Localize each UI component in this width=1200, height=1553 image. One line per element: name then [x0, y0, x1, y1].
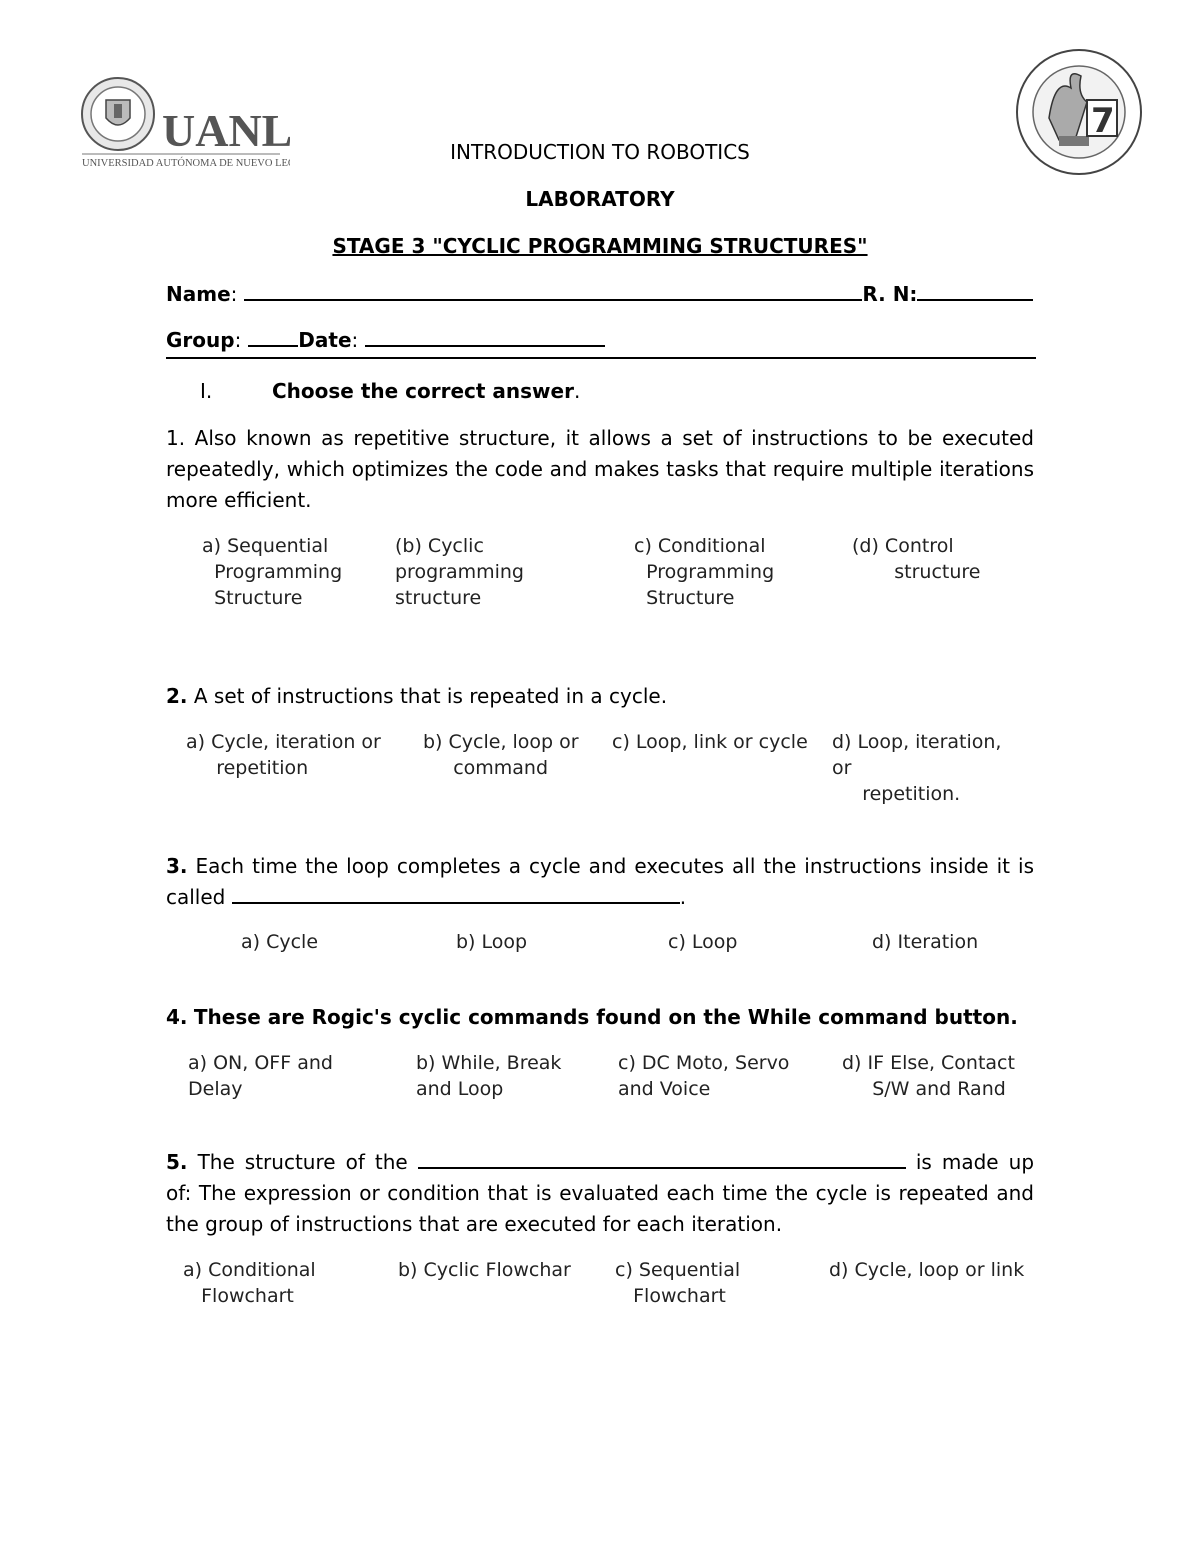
question-5 — [166, 1147, 1034, 1240]
question-2 — [166, 681, 1034, 712]
section-number: I. — [200, 379, 213, 403]
q5-option-d[interactable]: d) Cycle, loop or link — [829, 1259, 1025, 1281]
question-number: 3. — [166, 854, 188, 878]
name-row — [166, 281, 1033, 306]
rn-blank[interactable] — [917, 281, 1033, 301]
group-colon: : — [234, 328, 242, 352]
group-blank[interactable] — [248, 327, 298, 347]
rn-label: R. N: — [862, 282, 918, 306]
header-divider — [166, 357, 1036, 359]
q2-option-b[interactable]: b) Cycle, loop or command — [423, 731, 579, 779]
q1-option-a[interactable]: a) Sequential Programming Structure — [202, 535, 343, 609]
answer-blank[interactable] — [418, 1149, 906, 1169]
question-text: Each time the loop completes a cycle and executes all the instructions inside it is called — [166, 854, 1034, 909]
q2-option-d[interactable]: d) Loop, iteration, or repetition. — [832, 731, 1002, 805]
question-text: A set of instructions that is repeated in a cycle. — [193, 684, 668, 708]
question-4 — [166, 1002, 1034, 1033]
q2-option-a[interactable]: a) Cycle, iteration or repetition — [186, 731, 381, 779]
name-blank[interactable] — [244, 281, 862, 301]
question-number: 2. — [166, 684, 188, 708]
q5-option-a[interactable]: a) Conditional Flowchart — [183, 1259, 316, 1307]
question-text-start: The structure of the — [197, 1150, 408, 1174]
question-number: 4. — [166, 1005, 188, 1029]
group-label: Group — [166, 328, 235, 352]
uanl-logo-text: UANL — [162, 105, 290, 156]
date-label: Date — [298, 328, 352, 352]
q3-option-a[interactable]: a) Cycle — [241, 931, 319, 953]
question-number: 1. — [166, 426, 186, 450]
q1-option-d[interactable]: (d) Control structure — [852, 535, 981, 583]
section-heading — [200, 379, 580, 403]
section-instruction: Choose the correct answer — [272, 379, 574, 403]
q3-option-c[interactable]: c) Loop — [668, 931, 738, 953]
q1-option-b[interactable]: (b) Cyclic programming structure — [395, 535, 524, 609]
question-3 — [166, 851, 1034, 913]
question-period: . — [679, 885, 687, 909]
q4-option-a[interactable]: a) ON, OFF and Delay — [188, 1052, 333, 1100]
stage-title: STAGE 3 "CYCLIC PROGRAMMING STRUCTURES" — [332, 234, 868, 258]
question-text-end: of: The expression or condition that is evaluated each time the cycle is repeated and the group of instructions that are executed for each iteration. — [166, 1181, 1034, 1236]
question-text-mid: is made up — [915, 1150, 1035, 1174]
q2-option-c[interactable]: c) Loop, link or cycle — [612, 731, 808, 753]
question-1 — [166, 423, 1034, 516]
q5-option-c[interactable]: c) Sequential Flowchart — [615, 1259, 741, 1307]
q3-option-b[interactable]: b) Loop — [456, 931, 528, 953]
q5-option-b[interactable]: b) Cyclic Flowchar — [398, 1259, 571, 1281]
q4-option-b[interactable]: b) While, Break and Loop — [416, 1052, 562, 1100]
answer-blank[interactable] — [232, 884, 680, 904]
question-text: These are Rogic's cyclic commands found on the While command button. — [193, 1005, 1018, 1029]
section-period: . — [573, 379, 581, 403]
university-name: UNIVERSIDAD AUTÓNOMA DE NUEVO LEÓN — [82, 158, 290, 169]
name-colon: : — [230, 282, 238, 306]
q1-option-c[interactable]: c) Conditional Programming Structure — [634, 535, 775, 609]
q3-option-d[interactable]: d) Iteration — [872, 931, 979, 953]
date-colon: : — [351, 328, 359, 352]
seal-number: 7 — [1091, 101, 1115, 141]
q4-option-c[interactable]: c) DC Moto, Servo and Voice — [618, 1052, 790, 1100]
name-label: Name — [166, 282, 231, 306]
group-row — [166, 327, 605, 352]
course-title: INTRODUCTION TO ROBOTICS — [450, 140, 750, 164]
question-text: Also known as repetitive structure, it allows a set of instructions to be executed repeatedly, which optimizes the code and makes tasks that require multiple iterations more efficient. — [166, 426, 1034, 512]
question-number: 5. — [166, 1150, 188, 1174]
date-blank[interactable] — [365, 327, 605, 347]
lab-title: LABORATORY — [525, 187, 675, 211]
q4-option-d[interactable]: d) IF Else, Contact S/W and Rand — [842, 1052, 1015, 1100]
